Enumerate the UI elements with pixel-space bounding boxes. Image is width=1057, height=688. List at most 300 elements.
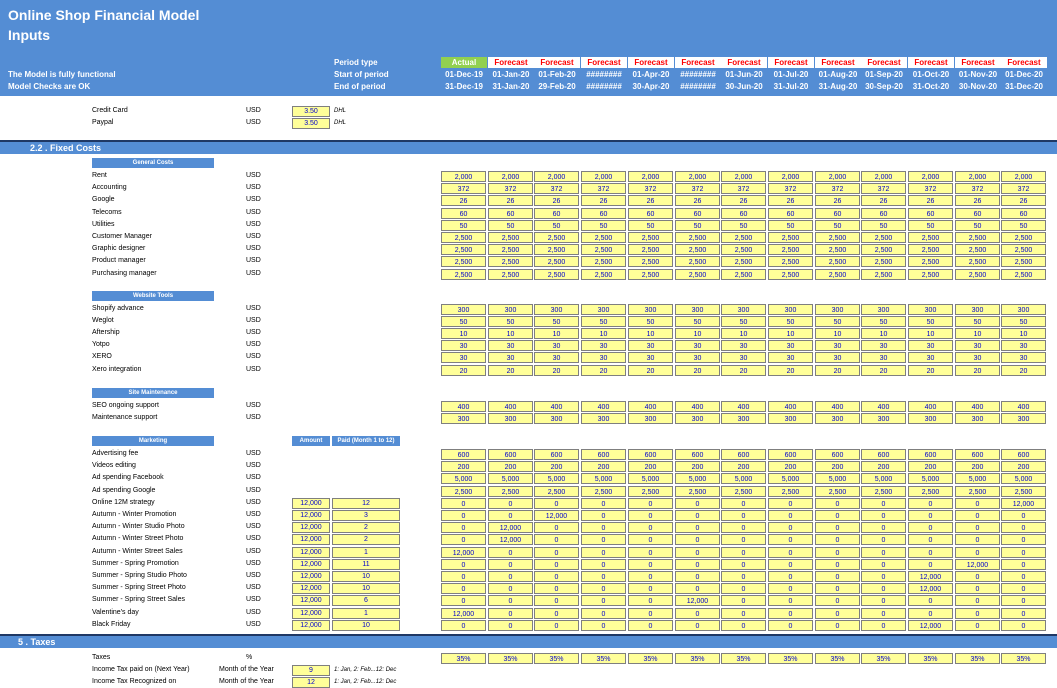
value-cell[interactable]: 2,500 <box>768 256 813 267</box>
value-cell[interactable]: 12,000 <box>488 522 533 533</box>
value-cell[interactable]: 2,500 <box>768 244 813 255</box>
value-cell[interactable]: 26 <box>955 195 1000 206</box>
value-cell[interactable]: 0 <box>581 595 626 606</box>
value-cell[interactable]: 300 <box>675 413 720 424</box>
value-cell[interactable]: 2,500 <box>815 244 860 255</box>
value-cell[interactable]: 5,000 <box>908 473 953 484</box>
paid-month-input[interactable]: 1 <box>332 547 400 558</box>
tax-rate-cell[interactable]: 35% <box>768 653 813 664</box>
value-cell[interactable]: 400 <box>861 401 906 412</box>
paid-month-input[interactable]: 2 <box>332 522 400 533</box>
value-cell[interactable]: 2,500 <box>488 232 533 243</box>
value-cell[interactable]: 0 <box>721 534 766 545</box>
value-cell[interactable]: 300 <box>488 304 533 315</box>
value-cell[interactable]: 2,000 <box>1001 171 1046 182</box>
value-cell[interactable]: 2,000 <box>768 171 813 182</box>
value-cell[interactable]: 0 <box>628 583 673 594</box>
value-cell[interactable]: 30 <box>441 340 486 351</box>
value-cell[interactable]: 0 <box>721 510 766 521</box>
value-cell[interactable]: 2,500 <box>861 256 906 267</box>
value-cell[interactable]: 2,500 <box>955 232 1000 243</box>
value-cell[interactable]: 50 <box>628 316 673 327</box>
value-cell[interactable]: 200 <box>721 461 766 472</box>
tax-rate-cell[interactable]: 35% <box>815 653 860 664</box>
value-cell[interactable]: 2,500 <box>675 269 720 280</box>
value-cell[interactable]: 300 <box>815 304 860 315</box>
value-cell[interactable]: 400 <box>488 401 533 412</box>
value-cell[interactable]: 0 <box>955 608 1000 619</box>
value-cell[interactable]: 600 <box>955 449 1000 460</box>
value-cell[interactable]: 0 <box>815 608 860 619</box>
value-cell[interactable]: 0 <box>955 522 1000 533</box>
value-cell[interactable]: 372 <box>721 183 766 194</box>
value-cell[interactable]: 5,000 <box>581 473 626 484</box>
value-cell[interactable]: 50 <box>675 316 720 327</box>
value-cell[interactable]: 0 <box>441 571 486 582</box>
value-cell[interactable]: 30 <box>534 352 579 363</box>
value-cell[interactable]: 10 <box>1001 328 1046 339</box>
value-cell[interactable]: 0 <box>955 595 1000 606</box>
value-cell[interactable]: 600 <box>628 449 673 460</box>
value-cell[interactable]: 26 <box>628 195 673 206</box>
value-cell[interactable]: 2,500 <box>721 244 766 255</box>
value-cell[interactable]: 300 <box>815 413 860 424</box>
value-cell[interactable]: 2,500 <box>955 269 1000 280</box>
value-cell[interactable]: 400 <box>1001 401 1046 412</box>
value-cell[interactable]: 400 <box>675 401 720 412</box>
value-cell[interactable]: 26 <box>675 195 720 206</box>
value-cell[interactable]: 60 <box>628 208 673 219</box>
value-cell[interactable]: 0 <box>1001 510 1046 521</box>
value-cell[interactable]: 0 <box>675 510 720 521</box>
value-cell[interactable]: 0 <box>815 559 860 570</box>
value-cell[interactable]: 200 <box>768 461 813 472</box>
value-cell[interactable]: 2,500 <box>768 486 813 497</box>
value-cell[interactable]: 60 <box>488 208 533 219</box>
value-cell[interactable]: 300 <box>908 304 953 315</box>
value-cell[interactable]: 0 <box>441 498 486 509</box>
value-cell[interactable]: 30 <box>581 352 626 363</box>
value-cell[interactable]: 30 <box>955 352 1000 363</box>
value-cell[interactable]: 0 <box>581 547 626 558</box>
value-cell[interactable]: 5,000 <box>675 473 720 484</box>
value-cell[interactable]: 600 <box>908 449 953 460</box>
value-cell[interactable]: 600 <box>534 449 579 460</box>
value-cell[interactable]: 0 <box>908 547 953 558</box>
value-cell[interactable]: 30 <box>815 352 860 363</box>
value-cell[interactable]: 2,000 <box>908 171 953 182</box>
value-cell[interactable]: 0 <box>488 559 533 570</box>
value-cell[interactable]: 2,500 <box>955 244 1000 255</box>
value-cell[interactable]: 30 <box>721 352 766 363</box>
value-cell[interactable]: 10 <box>908 328 953 339</box>
value-cell[interactable]: 0 <box>721 547 766 558</box>
value-cell[interactable]: 0 <box>441 522 486 533</box>
value-cell[interactable]: 50 <box>1001 316 1046 327</box>
value-cell[interactable]: 0 <box>768 498 813 509</box>
value-cell[interactable]: 0 <box>908 595 953 606</box>
value-cell[interactable]: 0 <box>534 498 579 509</box>
tax-rate-cell[interactable]: 35% <box>955 653 1000 664</box>
value-cell[interactable]: 0 <box>815 534 860 545</box>
value-cell[interactable]: 10 <box>861 328 906 339</box>
value-cell[interactable]: 30 <box>815 340 860 351</box>
value-cell[interactable]: 60 <box>675 208 720 219</box>
value-cell[interactable]: 600 <box>488 449 533 460</box>
paid-month-input[interactable]: 2 <box>332 534 400 545</box>
value-cell[interactable]: 372 <box>675 183 720 194</box>
value-cell[interactable]: 0 <box>768 620 813 631</box>
value-cell[interactable]: 2,500 <box>534 244 579 255</box>
value-cell[interactable]: 300 <box>1001 304 1046 315</box>
value-cell[interactable]: 30 <box>488 352 533 363</box>
value-cell[interactable]: 0 <box>628 534 673 545</box>
value-cell[interactable]: 2,000 <box>861 171 906 182</box>
value-cell[interactable]: 0 <box>908 522 953 533</box>
value-cell[interactable]: 20 <box>441 365 486 376</box>
value-cell[interactable]: 0 <box>955 583 1000 594</box>
value-cell[interactable]: 0 <box>1001 595 1046 606</box>
value-cell[interactable]: 200 <box>675 461 720 472</box>
value-cell[interactable]: 2,500 <box>908 486 953 497</box>
value-cell[interactable]: 2,500 <box>1001 269 1046 280</box>
value-cell[interactable]: 300 <box>534 413 579 424</box>
value-cell[interactable]: 0 <box>675 583 720 594</box>
tax-rate-cell[interactable]: 35% <box>441 653 486 664</box>
value-cell[interactable]: 50 <box>721 220 766 231</box>
value-cell[interactable]: 0 <box>955 571 1000 582</box>
value-cell[interactable]: 372 <box>1001 183 1046 194</box>
value-cell[interactable]: 0 <box>581 620 626 631</box>
value-cell[interactable]: 2,500 <box>721 486 766 497</box>
value-cell[interactable]: 0 <box>861 583 906 594</box>
value-cell[interactable]: 0 <box>768 534 813 545</box>
value-cell[interactable]: 0 <box>861 522 906 533</box>
tax-rate-cell[interactable]: 35% <box>628 653 673 664</box>
value-cell[interactable]: 12,000 <box>675 595 720 606</box>
value-cell[interactable]: 400 <box>581 401 626 412</box>
value-cell[interactable]: 300 <box>628 413 673 424</box>
value-cell[interactable]: 20 <box>675 365 720 376</box>
value-cell[interactable]: 0 <box>628 510 673 521</box>
value-cell[interactable]: 0 <box>768 547 813 558</box>
value-cell[interactable]: 2,000 <box>488 171 533 182</box>
value-cell[interactable]: 300 <box>955 413 1000 424</box>
value-cell[interactable]: 50 <box>955 220 1000 231</box>
value-cell[interactable]: 300 <box>675 304 720 315</box>
value-cell[interactable]: 0 <box>534 583 579 594</box>
value-cell[interactable]: 5,000 <box>721 473 766 484</box>
value-cell[interactable]: 30 <box>908 352 953 363</box>
value-cell[interactable]: 300 <box>441 413 486 424</box>
value-cell[interactable]: 60 <box>815 208 860 219</box>
value-cell[interactable]: 200 <box>534 461 579 472</box>
value-cell[interactable]: 50 <box>488 316 533 327</box>
tax-rate-cell[interactable]: 35% <box>534 653 579 664</box>
paid-month-input[interactable]: 12 <box>332 498 400 509</box>
value-cell[interactable]: 2,500 <box>861 244 906 255</box>
value-cell[interactable]: 2,500 <box>675 486 720 497</box>
value-cell[interactable]: 0 <box>581 571 626 582</box>
value-cell[interactable]: 200 <box>908 461 953 472</box>
value-cell[interactable]: 30 <box>861 352 906 363</box>
value-cell[interactable]: 0 <box>581 522 626 533</box>
value-cell[interactable]: 30 <box>675 340 720 351</box>
value-cell[interactable]: 400 <box>441 401 486 412</box>
value-cell[interactable]: 2,500 <box>768 269 813 280</box>
tax-rate-cell[interactable]: 35% <box>1001 653 1046 664</box>
tax-paid-month-input[interactable]: 9 <box>292 665 330 676</box>
value-cell[interactable]: 20 <box>488 365 533 376</box>
value-cell[interactable]: 0 <box>955 534 1000 545</box>
value-cell[interactable]: 2,500 <box>534 269 579 280</box>
value-cell[interactable]: 50 <box>815 316 860 327</box>
value-cell[interactable]: 0 <box>534 608 579 619</box>
value-cell[interactable]: 50 <box>861 316 906 327</box>
value-cell[interactable]: 0 <box>861 534 906 545</box>
value-cell[interactable]: 0 <box>1001 522 1046 533</box>
value-cell[interactable]: 0 <box>488 583 533 594</box>
value-cell[interactable]: 60 <box>908 208 953 219</box>
fee-input[interactable]: 3.50 <box>292 106 330 117</box>
value-cell[interactable]: 20 <box>955 365 1000 376</box>
value-cell[interactable]: 2,500 <box>768 232 813 243</box>
value-cell[interactable]: 50 <box>908 316 953 327</box>
value-cell[interactable]: 12,000 <box>908 583 953 594</box>
value-cell[interactable]: 30 <box>1001 352 1046 363</box>
amount-input[interactable]: 12,000 <box>292 620 330 631</box>
value-cell[interactable]: 2,000 <box>441 171 486 182</box>
value-cell[interactable]: 5,000 <box>534 473 579 484</box>
value-cell[interactable]: 0 <box>581 583 626 594</box>
value-cell[interactable]: 2,500 <box>721 269 766 280</box>
value-cell[interactable]: 0 <box>861 547 906 558</box>
value-cell[interactable]: 0 <box>534 547 579 558</box>
value-cell[interactable]: 20 <box>534 365 579 376</box>
value-cell[interactable]: 400 <box>768 401 813 412</box>
value-cell[interactable]: 0 <box>721 522 766 533</box>
value-cell[interactable]: 0 <box>441 583 486 594</box>
value-cell[interactable]: 50 <box>861 220 906 231</box>
value-cell[interactable]: 0 <box>815 498 860 509</box>
value-cell[interactable]: 372 <box>441 183 486 194</box>
value-cell[interactable]: 60 <box>768 208 813 219</box>
value-cell[interactable]: 600 <box>1001 449 1046 460</box>
value-cell[interactable]: 26 <box>581 195 626 206</box>
value-cell[interactable]: 300 <box>1001 413 1046 424</box>
value-cell[interactable]: 0 <box>675 571 720 582</box>
value-cell[interactable]: 0 <box>441 559 486 570</box>
paid-month-input[interactable]: 6 <box>332 595 400 606</box>
value-cell[interactable]: 0 <box>534 620 579 631</box>
value-cell[interactable]: 300 <box>861 413 906 424</box>
value-cell[interactable]: 600 <box>861 449 906 460</box>
value-cell[interactable]: 0 <box>441 534 486 545</box>
value-cell[interactable]: 10 <box>488 328 533 339</box>
value-cell[interactable]: 372 <box>488 183 533 194</box>
value-cell[interactable]: 12,000 <box>908 620 953 631</box>
value-cell[interactable]: 0 <box>488 547 533 558</box>
value-cell[interactable]: 2,500 <box>628 269 673 280</box>
value-cell[interactable]: 10 <box>628 328 673 339</box>
value-cell[interactable]: 0 <box>1001 608 1046 619</box>
value-cell[interactable]: 200 <box>861 461 906 472</box>
value-cell[interactable]: 0 <box>628 498 673 509</box>
value-cell[interactable]: 30 <box>861 340 906 351</box>
tax-rate-cell[interactable]: 35% <box>675 653 720 664</box>
value-cell[interactable]: 400 <box>815 401 860 412</box>
value-cell[interactable]: 26 <box>908 195 953 206</box>
value-cell[interactable]: 400 <box>955 401 1000 412</box>
value-cell[interactable]: 50 <box>815 220 860 231</box>
value-cell[interactable]: 30 <box>534 340 579 351</box>
value-cell[interactable]: 600 <box>675 449 720 460</box>
amount-input[interactable]: 12,000 <box>292 498 330 509</box>
value-cell[interactable]: 372 <box>955 183 1000 194</box>
value-cell[interactable]: 0 <box>628 620 673 631</box>
value-cell[interactable]: 5,000 <box>1001 473 1046 484</box>
value-cell[interactable]: 0 <box>488 620 533 631</box>
value-cell[interactable]: 2,500 <box>441 269 486 280</box>
value-cell[interactable]: 20 <box>1001 365 1046 376</box>
value-cell[interactable]: 20 <box>721 365 766 376</box>
paid-month-input[interactable]: 3 <box>332 510 400 521</box>
value-cell[interactable]: 50 <box>1001 220 1046 231</box>
value-cell[interactable]: 5,000 <box>861 473 906 484</box>
amount-input[interactable]: 12,000 <box>292 583 330 594</box>
value-cell[interactable]: 372 <box>581 183 626 194</box>
value-cell[interactable]: 0 <box>768 583 813 594</box>
value-cell[interactable]: 300 <box>488 413 533 424</box>
fee-input[interactable]: 3.50 <box>292 118 330 129</box>
value-cell[interactable]: 0 <box>488 498 533 509</box>
value-cell[interactable]: 50 <box>581 220 626 231</box>
value-cell[interactable]: 0 <box>721 583 766 594</box>
value-cell[interactable]: 0 <box>721 620 766 631</box>
value-cell[interactable]: 372 <box>628 183 673 194</box>
value-cell[interactable]: 12,000 <box>534 510 579 521</box>
paid-month-input[interactable]: 1 <box>332 608 400 619</box>
value-cell[interactable]: 2,500 <box>441 244 486 255</box>
value-cell[interactable]: 0 <box>675 522 720 533</box>
value-cell[interactable]: 2,500 <box>908 269 953 280</box>
value-cell[interactable]: 300 <box>581 304 626 315</box>
value-cell[interactable]: 2,500 <box>534 256 579 267</box>
value-cell[interactable]: 2,500 <box>441 232 486 243</box>
value-cell[interactable]: 0 <box>861 498 906 509</box>
value-cell[interactable]: 2,500 <box>908 256 953 267</box>
value-cell[interactable]: 0 <box>955 510 1000 521</box>
value-cell[interactable]: 2,500 <box>581 486 626 497</box>
value-cell[interactable]: 0 <box>721 595 766 606</box>
value-cell[interactable]: 50 <box>534 220 579 231</box>
value-cell[interactable]: 50 <box>955 316 1000 327</box>
value-cell[interactable]: 2,000 <box>581 171 626 182</box>
value-cell[interactable]: 400 <box>628 401 673 412</box>
value-cell[interactable]: 26 <box>861 195 906 206</box>
amount-input[interactable]: 12,000 <box>292 510 330 521</box>
value-cell[interactable]: 2,500 <box>628 244 673 255</box>
value-cell[interactable]: 0 <box>628 547 673 558</box>
value-cell[interactable]: 20 <box>768 365 813 376</box>
value-cell[interactable]: 2,500 <box>815 232 860 243</box>
value-cell[interactable]: 10 <box>581 328 626 339</box>
value-cell[interactable]: 400 <box>721 401 766 412</box>
amount-input[interactable]: 12,000 <box>292 522 330 533</box>
value-cell[interactable]: 200 <box>488 461 533 472</box>
value-cell[interactable]: 0 <box>815 571 860 582</box>
value-cell[interactable]: 300 <box>628 304 673 315</box>
value-cell[interactable]: 300 <box>861 304 906 315</box>
value-cell[interactable]: 26 <box>488 195 533 206</box>
value-cell[interactable]: 200 <box>1001 461 1046 472</box>
value-cell[interactable]: 0 <box>721 608 766 619</box>
value-cell[interactable]: 30 <box>1001 340 1046 351</box>
value-cell[interactable]: 2,500 <box>441 486 486 497</box>
value-cell[interactable]: 30 <box>955 340 1000 351</box>
value-cell[interactable]: 0 <box>861 595 906 606</box>
amount-input[interactable]: 12,000 <box>292 534 330 545</box>
value-cell[interactable]: 50 <box>675 220 720 231</box>
tax-rate-cell[interactable]: 35% <box>488 653 533 664</box>
value-cell[interactable]: 0 <box>768 608 813 619</box>
value-cell[interactable]: 0 <box>955 620 1000 631</box>
value-cell[interactable]: 2,500 <box>628 256 673 267</box>
value-cell[interactable]: 2,500 <box>581 269 626 280</box>
value-cell[interactable]: 2,500 <box>628 232 673 243</box>
value-cell[interactable]: 0 <box>815 595 860 606</box>
value-cell[interactable]: 0 <box>908 510 953 521</box>
value-cell[interactable]: 60 <box>721 208 766 219</box>
value-cell[interactable]: 2,500 <box>861 269 906 280</box>
value-cell[interactable]: 0 <box>675 534 720 545</box>
value-cell[interactable]: 5,000 <box>955 473 1000 484</box>
value-cell[interactable]: 400 <box>908 401 953 412</box>
value-cell[interactable]: 12,000 <box>955 559 1000 570</box>
value-cell[interactable]: 2,500 <box>815 269 860 280</box>
value-cell[interactable]: 0 <box>628 608 673 619</box>
value-cell[interactable]: 0 <box>815 510 860 521</box>
value-cell[interactable]: 300 <box>581 413 626 424</box>
value-cell[interactable]: 0 <box>441 595 486 606</box>
tax-rate-cell[interactable]: 35% <box>908 653 953 664</box>
value-cell[interactable]: 12,000 <box>441 608 486 619</box>
value-cell[interactable]: 50 <box>534 316 579 327</box>
value-cell[interactable]: 2,500 <box>861 486 906 497</box>
value-cell[interactable]: 5,000 <box>768 473 813 484</box>
value-cell[interactable]: 20 <box>581 365 626 376</box>
value-cell[interactable]: 0 <box>1001 571 1046 582</box>
value-cell[interactable]: 0 <box>955 547 1000 558</box>
value-cell[interactable]: 60 <box>1001 208 1046 219</box>
value-cell[interactable]: 2,500 <box>861 232 906 243</box>
value-cell[interactable]: 2,500 <box>1001 232 1046 243</box>
value-cell[interactable]: 50 <box>768 316 813 327</box>
value-cell[interactable]: 0 <box>488 595 533 606</box>
value-cell[interactable]: 300 <box>721 413 766 424</box>
value-cell[interactable]: 0 <box>581 534 626 545</box>
value-cell[interactable]: 0 <box>1001 534 1046 545</box>
value-cell[interactable]: 20 <box>861 365 906 376</box>
value-cell[interactable]: 2,000 <box>721 171 766 182</box>
paid-month-input[interactable]: 11 <box>332 559 400 570</box>
value-cell[interactable]: 60 <box>861 208 906 219</box>
value-cell[interactable]: 30 <box>768 352 813 363</box>
value-cell[interactable]: 0 <box>721 571 766 582</box>
value-cell[interactable]: 0 <box>628 571 673 582</box>
value-cell[interactable]: 0 <box>815 620 860 631</box>
value-cell[interactable]: 0 <box>534 595 579 606</box>
